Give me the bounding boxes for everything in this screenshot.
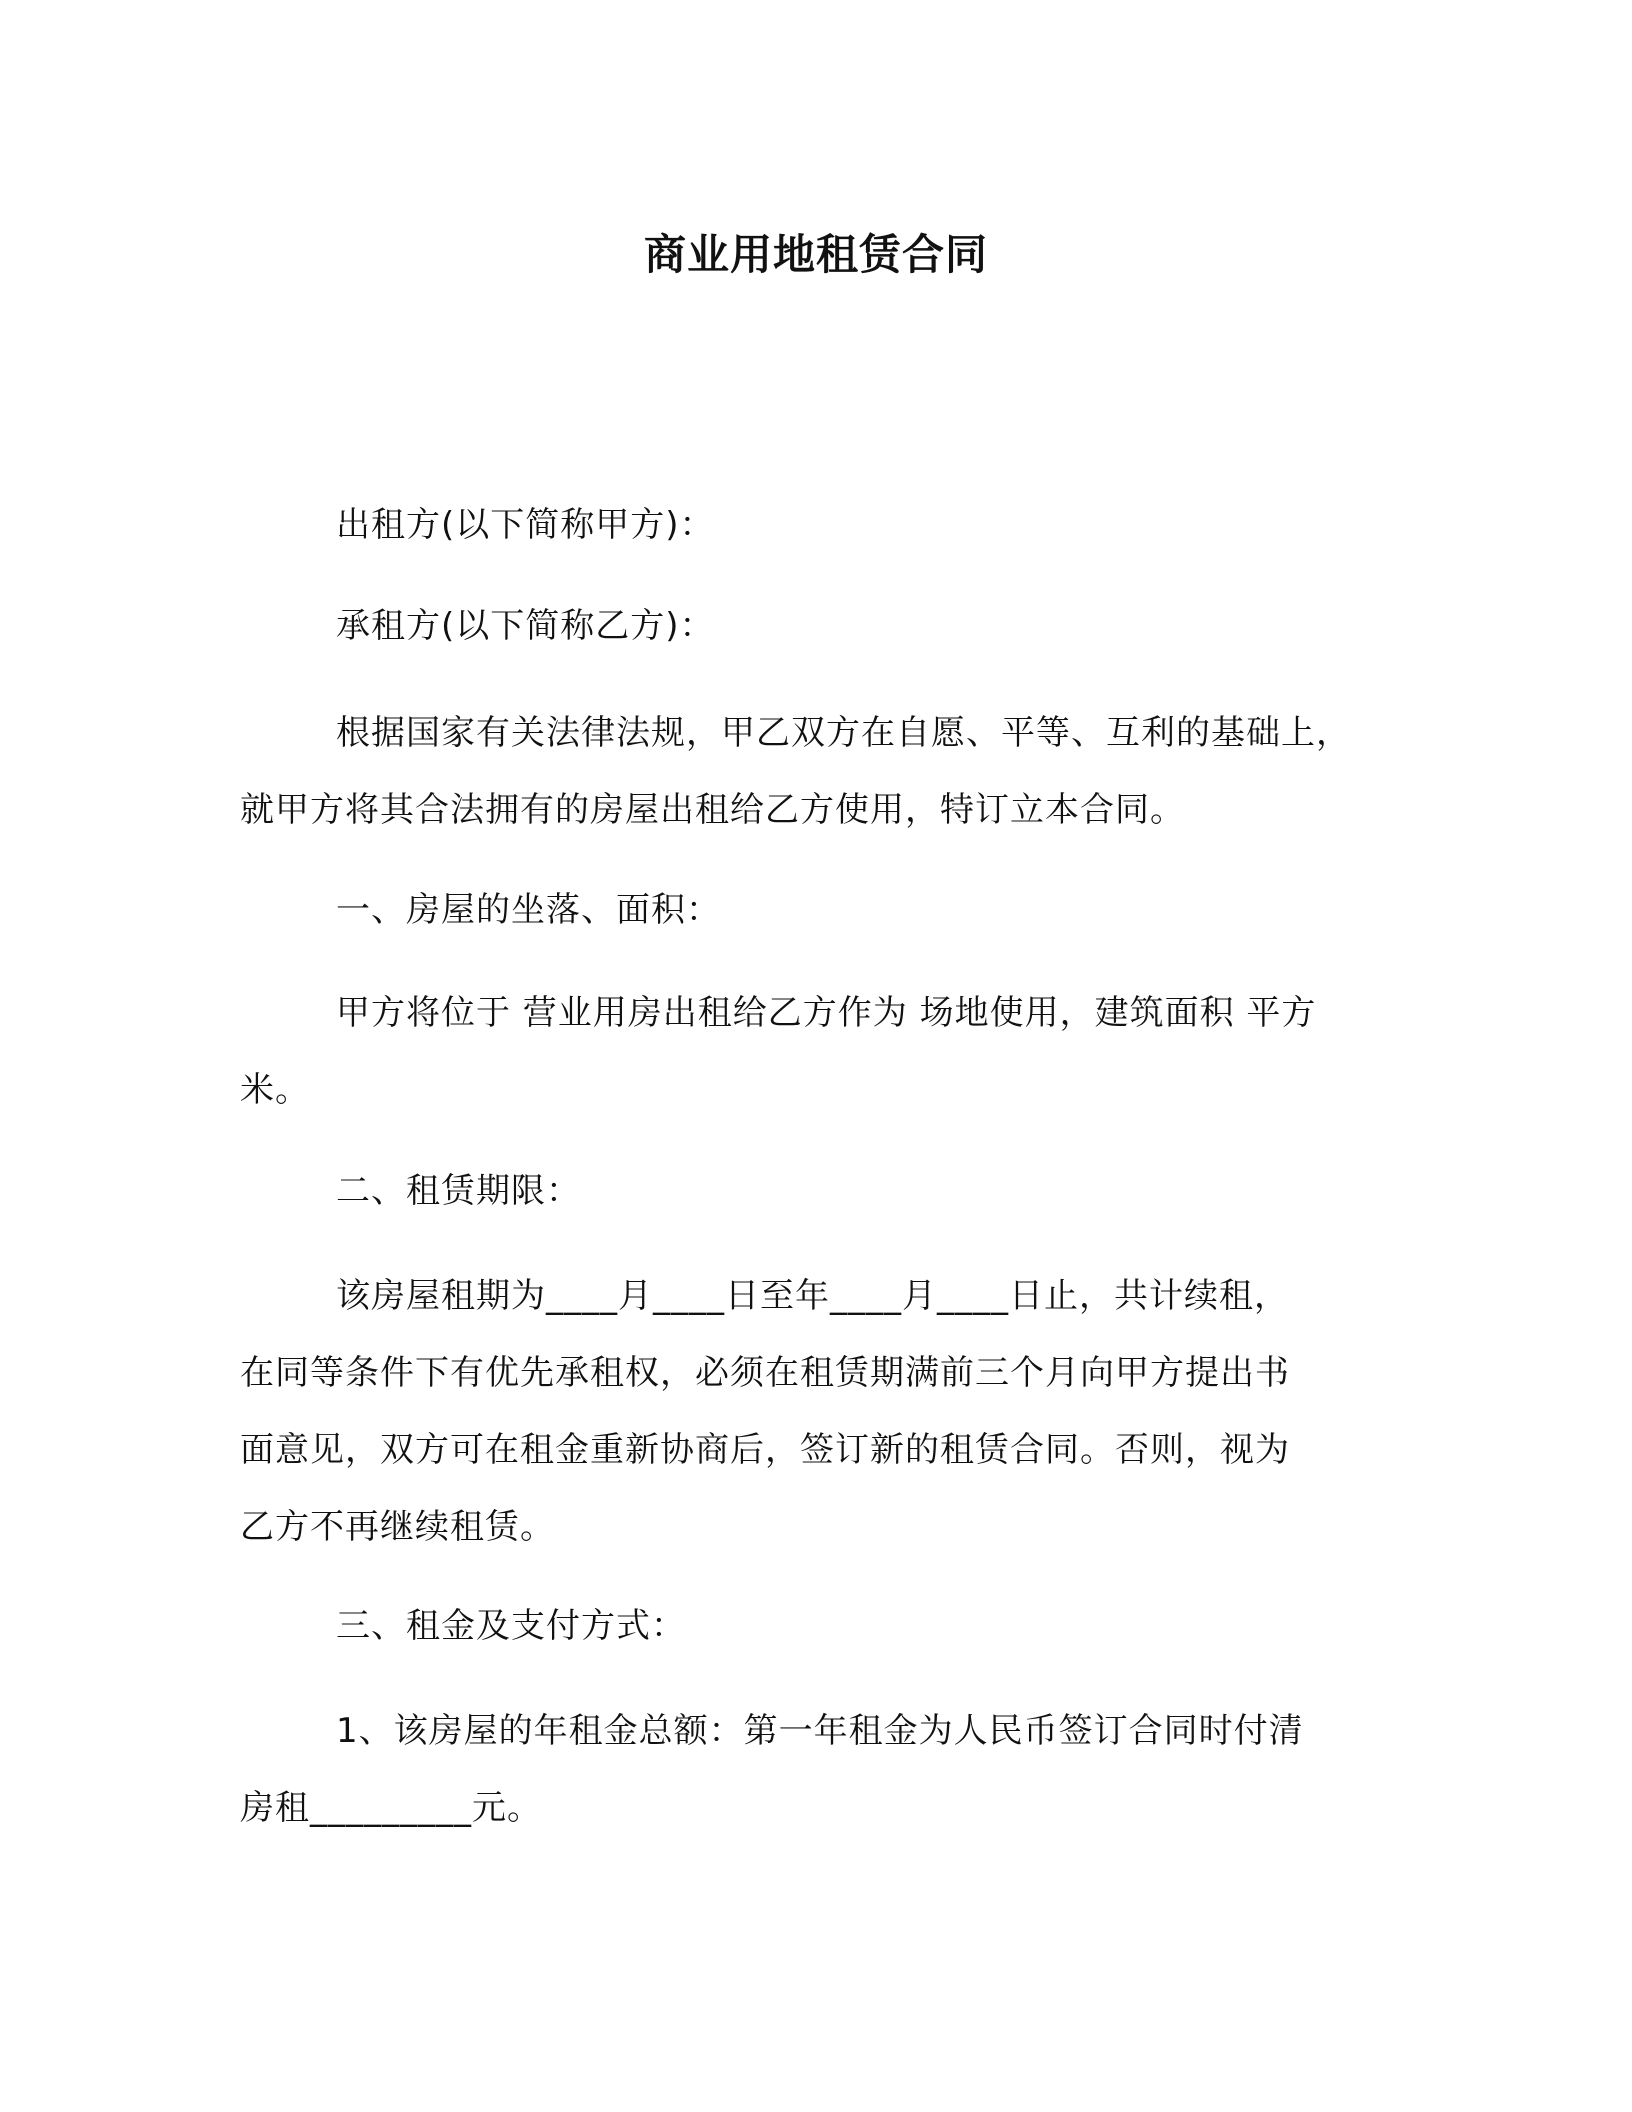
paragraph-line: 乙方不再继续租赁。 — [240, 1507, 555, 1547]
lease-term-paragraph — [240, 1258, 1420, 1566]
lessee-line — [240, 588, 1420, 665]
paragraph-line: 房租_________元。 — [240, 1788, 542, 1828]
paragraph-line: 米。 — [240, 1070, 310, 1110]
lessor-line — [240, 487, 1420, 564]
section-heading: 一、房屋的坐落、面积： — [336, 890, 721, 930]
paragraph-line: 出租方(以下简称甲方)： — [336, 505, 715, 545]
location-paragraph — [240, 975, 1420, 1129]
paragraph-line: 在同等条件下有优先承租权，必须在租赁期满前三个月向甲方提出书 — [240, 1353, 1290, 1393]
document-title: 商业用地租赁合同 — [643, 230, 988, 279]
paragraph-line: 面意见，双方可在租金重新协商后，签订新的租赁合同。否则，视为 — [240, 1430, 1290, 1470]
paragraph-line: 承租方(以下简称乙方)： — [336, 606, 715, 646]
paragraph-line: 1、该房屋的年租金总额：第一年租金为人民币签订合同时付清 — [336, 1711, 1304, 1751]
paragraph-line: 该房屋租期为____月____日至年____月____日止，共计续租， — [336, 1276, 1289, 1316]
rent-paragraph — [240, 1693, 1420, 1847]
paragraph-line: 根据国家有关法律法规，甲乙双方在自愿、平等、互利的基础上， — [336, 713, 1351, 753]
section-heading-rent-payment — [240, 1588, 1420, 1665]
paragraph-line: 甲方将位于 营业用房出租给乙方作为 场地使用，建筑面积 平方 — [336, 993, 1317, 1033]
paragraph-line: 就甲方将其合法拥有的房屋出租给乙方使用，特订立本合同。 — [240, 790, 1185, 830]
section-heading-location-area — [240, 872, 1420, 949]
section-heading: 二、租赁期限： — [336, 1171, 581, 1211]
intro-paragraph — [240, 695, 1420, 849]
section-heading-lease-term — [240, 1153, 1420, 1230]
section-heading: 三、租金及支付方式： — [336, 1606, 686, 1646]
